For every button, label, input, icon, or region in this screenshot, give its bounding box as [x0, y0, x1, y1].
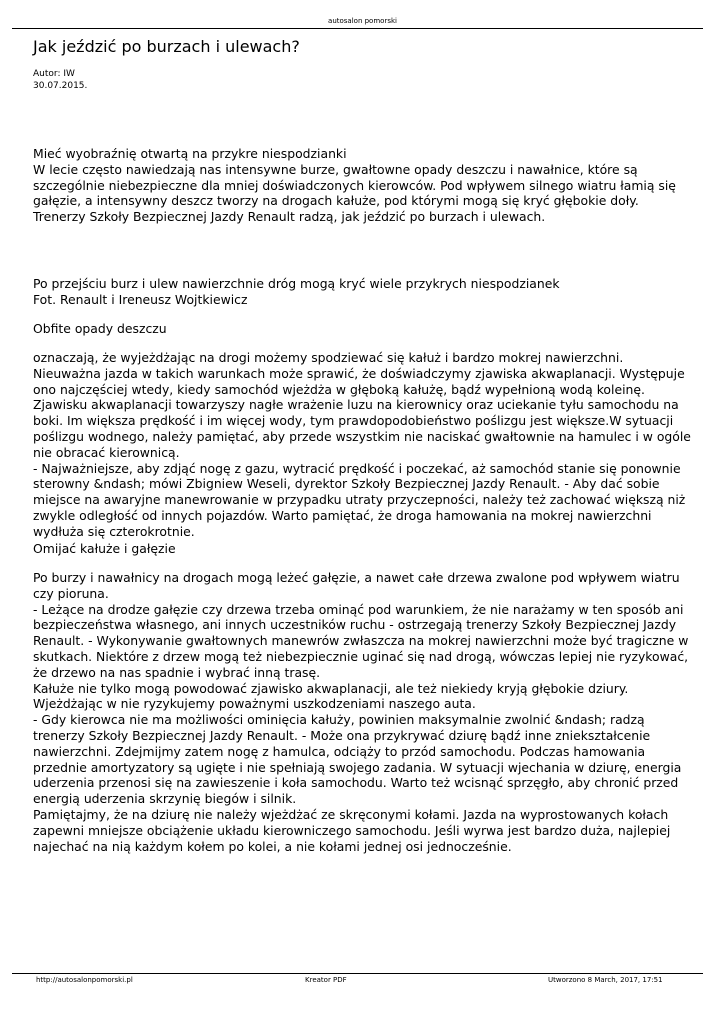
footer-url: http://autosalonpomorski.pl [36, 976, 133, 984]
article-author: Autor: IW [33, 69, 75, 79]
section-paragraph: oznaczają, że wyjeżdżając na drogi możemy spodziewać się kałuż i bardzo mokrej nawierzchni. Nieuważna jazda w takich warunkach może sprawić, że doświadczymy zjawiska akwaplanacji. Występuje ono najczęściej wtedy, kiedy samochód wjeżdża w głęboką kałużę, bądź wypełnioną wodą koleinę. Zjawisku akwaplanacji towarzyszy nagłe wrażenie luzu na kierownicy oraz uciekanie tyłu samochodu na boki. Im większa prędkość i im więcej wody, tym prawdopodobieństwo poślizgu jest większe.W sytuacji poślizgu wodnego, należy pamiętać, aby przede wszystkim nie naciskać gwałtownie na hamulec i w ogóle nie obracać kierownicą. [33, 350, 691, 460]
section-paragraph: - Najważniejsze, aby zdjąć nogę z gazu, wytracić prędkość i poczekać, aż samochód stanie się ponownie sterowny &ndash; mówi Zbigniew Weseli, dyrektor Szkoły Bezpiecznej Jazdy Renault. - Aby dać sobie miejsce na awaryjne manewrowanie w przypadku utraty przyczepności, należy też zachować większą niż zwykle odległość od innych pojazdów. Warto pamiętać, że droga hamowania na mokrej nawierzchni wydłuża się czterokrotnie. [33, 460, 686, 539]
section-paragraph: Pamiętajmy, że na dziurę nie należy wjeżdżać ze skręconymi kołami. Jazda na wyprostowanych kołach zapewni mniejsze obciążenie układu kierowniczego samochodu. Jeśli wyrwa jest bardzo duża, najlepiej najechać na nią każdym kołem po kolei, a nie kołami jednej osi jednocześnie. [33, 806, 671, 854]
header-divider [12, 28, 703, 29]
section-paragraph: - Leżące na drodze gałęzie czy drzewa trzeba ominąć pod warunkiem, że nie narażamy w ten sposób ani bezpieczeństwa własnego, ani innych uczestników ruchu - ostrzegają trenerzy Szkoły Bezpiecznej Jazdy Renault. - Wykonywanie gwałtownych manewrów zwłaszcza na mokrej nawierzchni może być tragiczne w skutkach. Niektóre z drzew mogą też niebezpiecznie uginać się nad drogą, wówczas lepiej nie ryzykować, że drzewo na nas spadnie i wybrać inną trasę. [33, 601, 689, 680]
footer-divider [12, 973, 703, 974]
article-date: 30.07.2015. [33, 81, 88, 91]
lead-paragraph: W lecie często nawiedzają nas intensywne burze, gwałtowne opady deszczu i nawałnice, które są szczególnie niebezpieczne dla mniej doświadczonych kierowców. Pod wpływem silnego wiatru łamią się gałęzie, a intensywny deszcz tworzy na drogach kałuże, pod którymi mogą się kryć głębokie doły. Trenerzy Szkoły Bezpiecznej Jazdy Renault radzą, jak jeździć po burzach i ulewach. [33, 161, 676, 225]
site-name: autosalon pomorski [328, 17, 397, 25]
section-paragraph: - Gdy kierowca nie ma możliwości ominięcia kałuży, powinien maksymalnie zwolnić &ndash; radzą trenerzy Szkoły Bezpiecznej Jazdy Renault. - Może ona przykrywać dziurę bądź inne zniekształcenie nawierzchni. Zdejmijmy zatem nogę z hamulca, odciąży to przód samochodu. Podczas hamowania przednie amortyzatory są ugięte i nie spełniają swojego zadania. W sytuacji wjechania w dziurę, energia uderzenia przenosi się na zawieszenie i koła samochodu. Warto też wcisnąć sprzęgło, aby chronić przed energią uderzenia skrzynię biegów i silnik. [33, 712, 682, 807]
footer-created-date: Utworzono 8 March, 2017, 17:51 [548, 976, 663, 984]
section-heading-rain: Obfite opady deszczu [33, 321, 167, 336]
section-puddles [33, 570, 693, 854]
section-paragraph: Kałuże nie tylko mogą powodować zjawisko akwaplanacji, ale też niekiedy kryją głębokie dziury. Wjeżdżając w nie ryzykujemy poważnymi uszkodzeniami naszego auta. [33, 680, 629, 712]
photo-caption [33, 276, 693, 308]
footer-creator: Kreator PDF [305, 976, 347, 984]
section-rain [33, 350, 693, 540]
photo-caption-text: Po przejściu burz i ulew nawierzchnie dróg mogą kryć wiele przykrych niespodzianek [33, 276, 560, 291]
article-lead [33, 146, 693, 225]
lead-headline: Mieć wyobraźnię otwartą na przykre niespodzianki [33, 146, 347, 161]
section-heading-puddles: Omijać kałuże i gałęzie [33, 541, 176, 556]
section-paragraph: Po burzy i nawałnicy na drogach mogą leżeć gałęzie, a nawet całe drzewa zwalone pod wpływem wiatru czy pioruna. [33, 570, 680, 601]
article-title: Jak jeździć po burzach i ulewach? [33, 37, 300, 56]
photo-credit: Fot. Renault i Ireneusz Wojtkiewicz [33, 291, 248, 307]
